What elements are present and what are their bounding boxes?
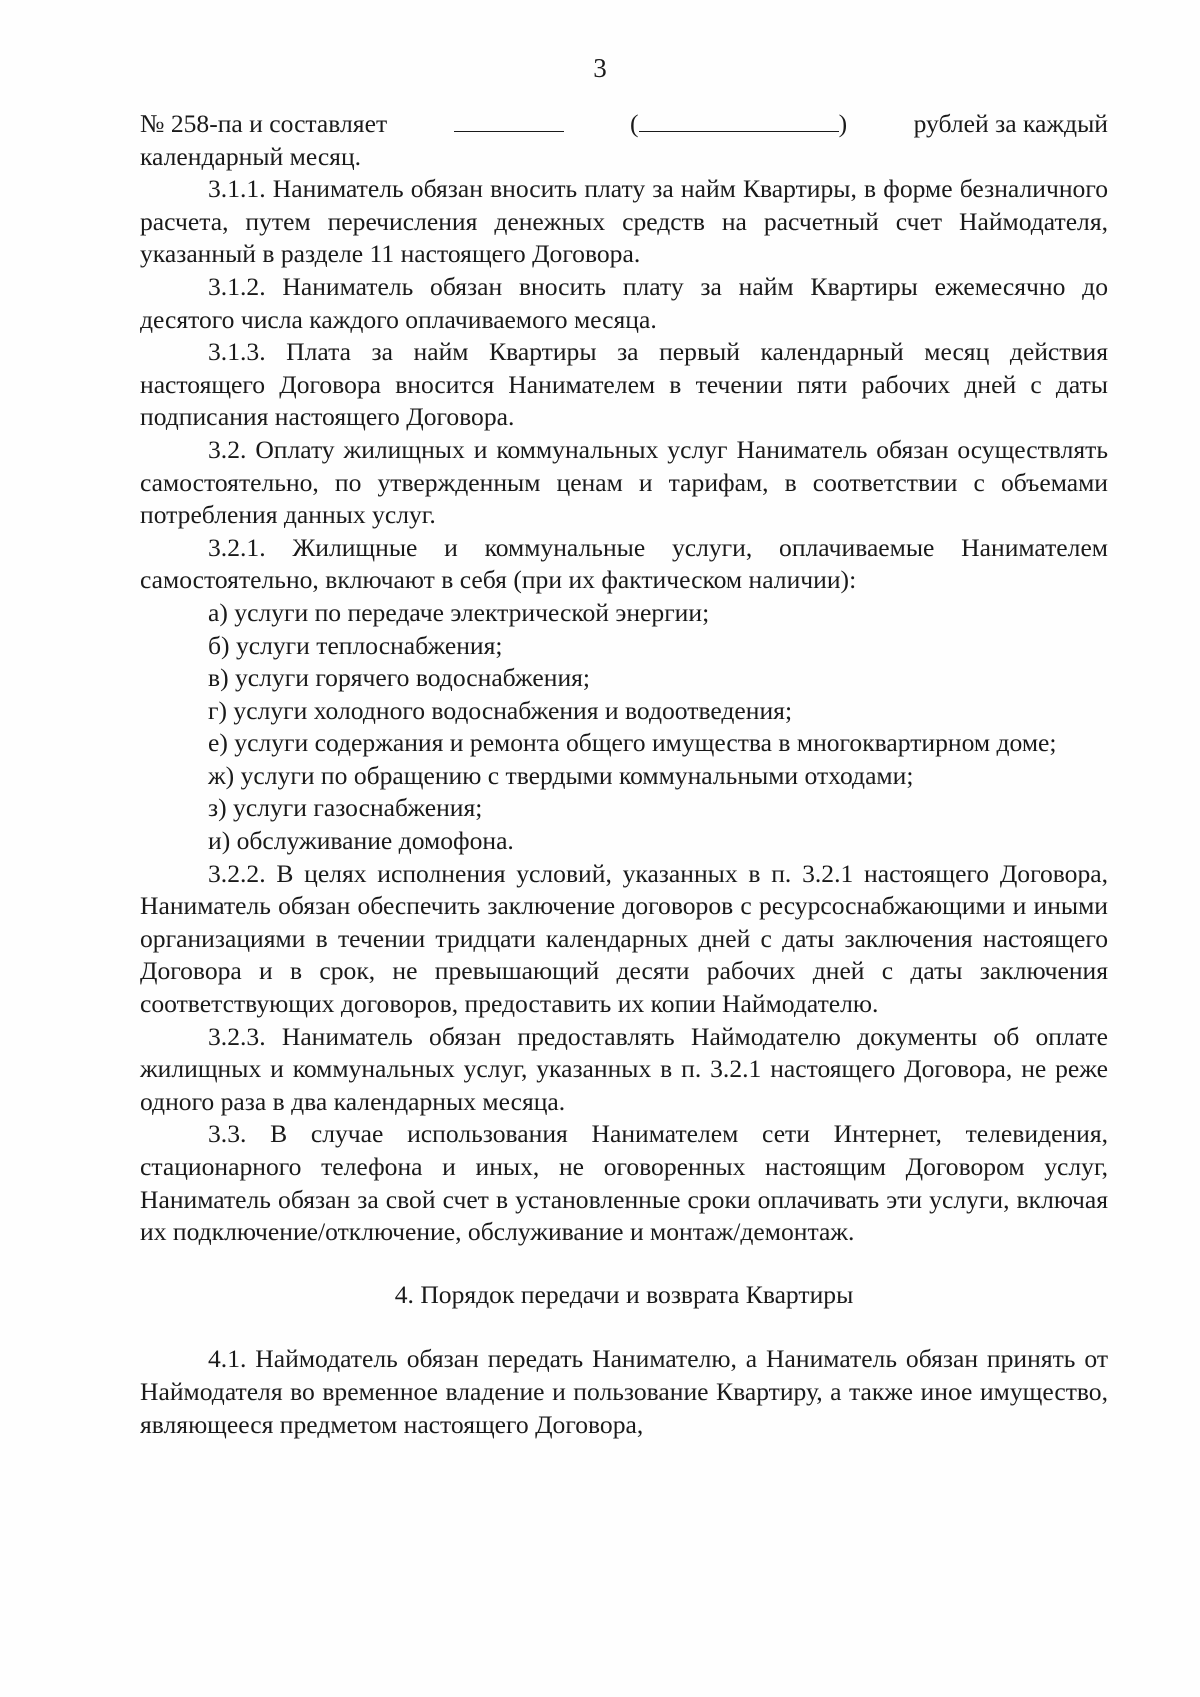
services-list-item: и) обслуживание домофона. <box>208 826 514 856</box>
paragraph-3-1-3: 3.1.3. Плата за найм Квартиры за первый календарный месяц действия настоящего Договора вносится Нанимателем в течении пяти рабочих дней с даты подписания настоящего Договора. <box>140 337 1108 432</box>
page-number: 3 <box>593 53 607 83</box>
section-heading: 4. Порядок передачи и возврата Квартиры <box>394 1279 854 1309</box>
services-list-item: ж) услуги по обращению с твердыми коммунальными отходами; <box>208 760 914 790</box>
services-list-item: в) услуги горячего водоснабжения; <box>208 663 591 693</box>
first-line <box>140 108 1108 141</box>
close-paren: ) <box>838 109 848 138</box>
paragraph-3-2-1: 3.2.1. Жилищные и коммунальные услуги, оплачиваемые Нанимателем самостоятельно, включают в себя (при их фактическом наличии): <box>140 532 1108 595</box>
paragraph-3-2: 3.2. Оплату жилищных и коммунальных услуг Наниматель обязан осуществлять самостоятельно, по утвержденным ценам и тарифам, в соответствии с объемами потребления данных услуг. <box>140 434 1108 530</box>
amount-words-blank-field <box>639 109 839 132</box>
services-list-item: б) услуги теплоснабжения; <box>208 630 503 660</box>
paragraph-3-1-1: 3.1.1. Наниматель обязан вносить плату за найм Квартиры, в форме безналичного расчета, путем перечисления денежных средств на расчетный счет Наймодателя, указанный в разделе 11 настоящего Договора. <box>140 174 1108 269</box>
amount-blank-field <box>454 109 564 132</box>
paragraph-3-3: 3.3. В случае использования Нанимателем сети Интернет, телевидения, стационарного телефона и иных, не оговоренных настоящим Договором услуг, Наниматель обязан за свой счет в установленные сроки оплачивать эти услуги, включая их подключение/отключение, обслуживание и монтаж/демонтаж. <box>140 1119 1108 1247</box>
paragraph-4-1: 4.1. Наймодатель обязан передать Нанимателю, а Наниматель обязан принять от Наймодателя во временное владение и пользование Квартиру, а также иное имущество, являющееся предметом настоящего Договора, <box>140 1344 1108 1439</box>
services-list-item: а) услуги по передаче электрической энергии; <box>208 597 710 627</box>
first-line-text-start: № 258-па и составляет <box>140 109 388 138</box>
paragraph-3-1-2: 3.1.2. Наниматель обязан вносить плату за найм Квартиры ежемесячно до десятого числа каждого оплачиваемого месяца. <box>140 271 1108 334</box>
document-body <box>140 108 1108 1441</box>
services-list-item: г) услуги холодного водоснабжения и водоотведения; <box>208 695 793 725</box>
first-line-text-end: рублей за каждый <box>913 109 1108 138</box>
open-paren: ( <box>630 109 639 138</box>
services-list-item: е) услуги содержания и ремонта общего имущества в многоквартирном доме; <box>208 728 1057 758</box>
paragraph-3-2-3: 3.2.3. Наниматель обязан предоставлять Наймодателю документы об оплате жилищных и коммунальных услуг, указанных в п. 3.2.1 настоящего Договора, не реже одного раза в два календарных месяца. <box>140 1021 1108 1116</box>
paragraph-3-2-2: 3.2.2. В целях исполнения условий, указанных в п. 3.2.1 настоящего Договора, Наниматель обязан обеспечить заключение договоров с ресурсоснабжающими и иными организациями в течении тридцати календарных дней с даты заключения настоящего Договора и в срок, не превышающий десяти рабочих дней с даты заключения соответствующих договоров, предоставить их копии Наймодателю. <box>140 858 1108 1019</box>
services-list-item: з) услуги газоснабжения; <box>208 793 483 823</box>
paragraph-continuation: календарный месяц. <box>140 141 362 171</box>
amount-words-group <box>630 108 847 141</box>
